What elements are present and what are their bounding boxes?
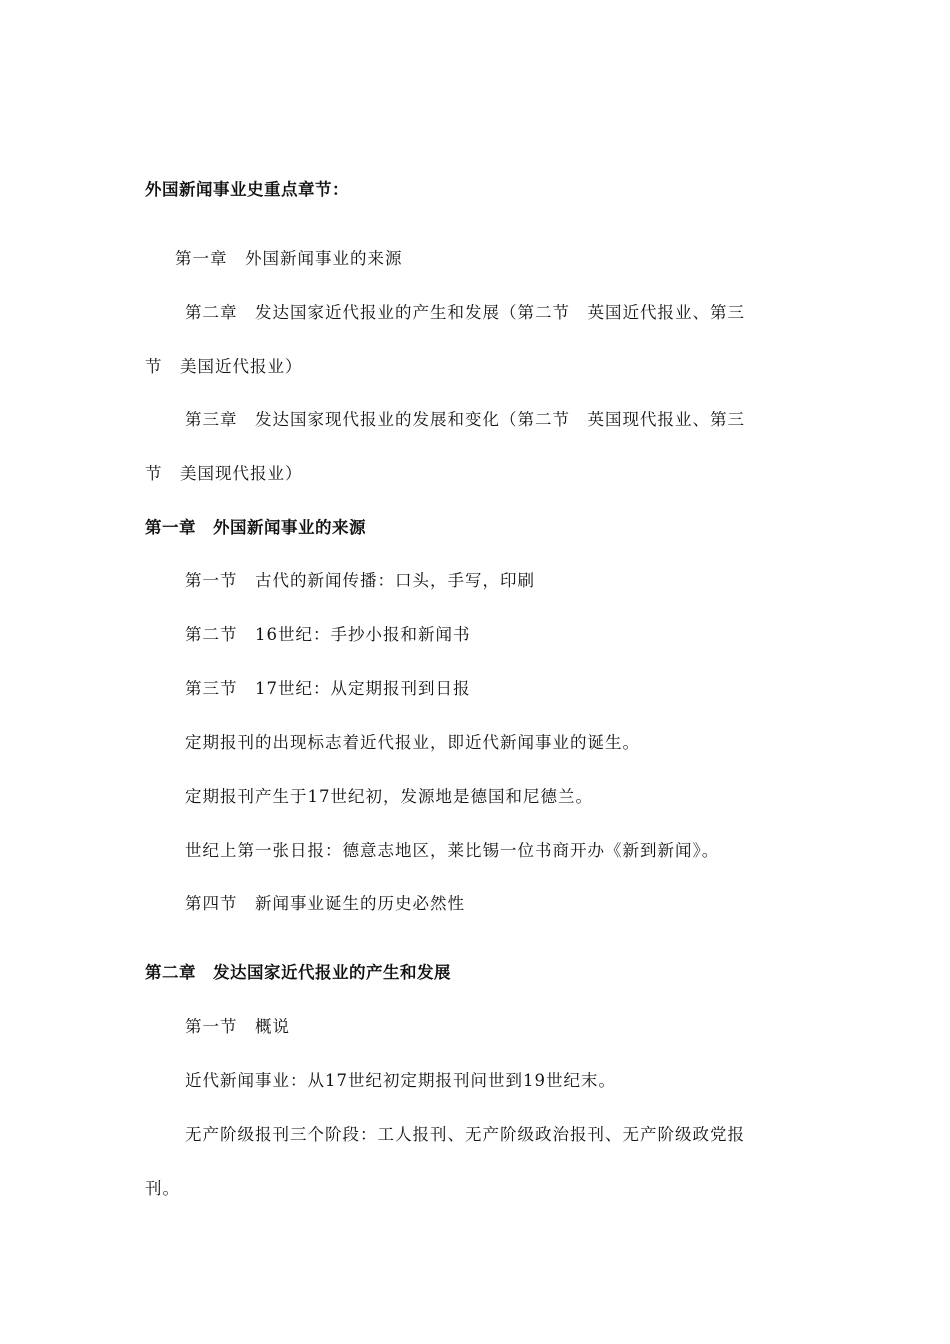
chapter-2-section-1: 第一节 概说: [185, 1017, 290, 1036]
chapter-2-paragraph-1: 近代新闻事业：从17世纪初定期报刊问世到19世纪末。: [185, 1071, 616, 1090]
chapter-1-section-4: 第四节 新闻事业诞生的历史必然性: [185, 894, 465, 913]
chapter-1-section-1: 第一节 古代的新闻传播：口头，手写，印刷: [185, 571, 535, 590]
toc-chapter-3-line-2: 节 美国现代报业）: [145, 464, 303, 483]
chapter-1-section-2: 第二节 16世纪：手抄小报和新闻书: [185, 625, 471, 644]
toc-chapter-2-line-2: 节 美国近代报业）: [145, 357, 303, 376]
document-title: 外国新闻事业史重点章节：: [145, 180, 349, 199]
chapter-2-heading: 第二章 发达国家近代报业的产生和发展: [145, 963, 451, 982]
chapter-1-paragraph-1: 定期报刊的出现标志着近代报业，即近代新闻事业的诞生。: [185, 733, 640, 752]
chapter-1-paragraph-2: 定期报刊产生于17世纪初，发源地是德国和尼德兰。: [185, 787, 593, 806]
toc-chapter-1: 第一章 外国新闻事业的来源: [175, 249, 403, 268]
toc-chapter-2-line-1: 第二章 发达国家近代报业的产生和发展（第二节 英国近代报业、第三: [185, 303, 745, 322]
chapter-1-paragraph-3: 世纪上第一张日报：德意志地区，莱比锡一位书商开办《新到新闻》。: [185, 841, 720, 860]
chapter-2-paragraph-2-line-1: 无产阶级报刊三个阶段：工人报刊、无产阶级政治报刊、无产阶级政党报: [185, 1125, 745, 1144]
toc-chapter-3-line-1: 第三章 发达国家现代报业的发展和变化（第二节 英国现代报业、第三: [185, 410, 745, 429]
chapter-1-heading: 第一章 外国新闻事业的来源: [145, 518, 366, 537]
chapter-1-section-3: 第三节 17世纪：从定期报刊到日报: [185, 679, 471, 698]
chapter-2-paragraph-2-line-2: 刊。: [145, 1179, 180, 1198]
